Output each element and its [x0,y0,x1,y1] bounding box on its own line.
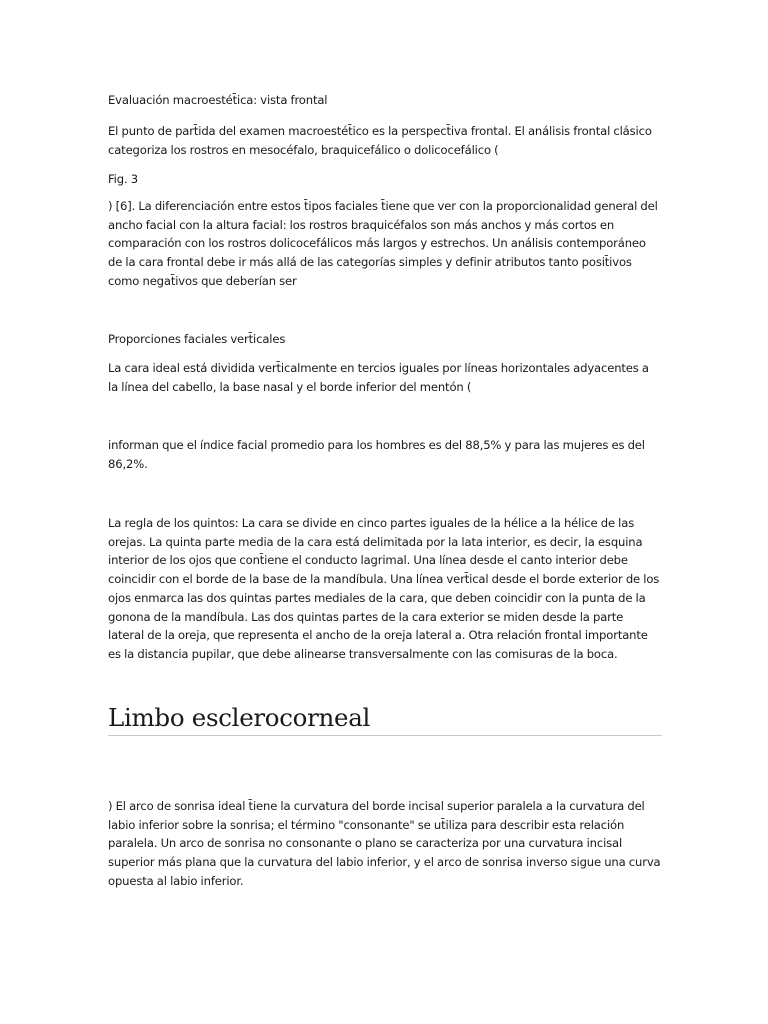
paragraph-facial-types: ) [6]. La diferenciación entre estos t̄ipos faciales t̄iene que ver con la proporcionalidad general del ancho facial con la altura facial: los rostros braquicéfalos son más anchos y más cortos en comparación con los rostros dolicocefálicos más largos y estrechos. Un análisis contemporáneo de la cara frontal debe ir más allá de las categorías simples y definir atributos tanto posit̄ivos como negat̄ivos que deberían ser [108,199,658,288]
heading-underline [108,735,662,736]
heading-limbo-esclerocorneal: Limbo esclerocorneal [108,703,371,732]
paragraph-frontal-intro: El punto de part̄ida del examen macroestét̄ico es la perspect̄iva frontal. El análisis frontal clásico categoriza los rostros en mesocéfalo, braquicefálico o dolicocefálico ( [108,124,652,157]
figure-reference: Fig. 3 [108,172,138,186]
section-title-vertical-proportions: Proporciones faciales vert̄icales [108,332,286,346]
section-title-frontal: Evaluación macroestét̄ica: vista frontal [108,93,328,107]
paragraph-smile-arc: ) El arco de sonrisa ideal t̄iene la curvatura del borde incisal superior paralela a la curvatura del labio inferior sobre la sonrisa; el término "consonante" se ut̄iliza para describir esta relación paralela. Un arco de sonrisa no consonante o plano se caracteriza por una curvatura incisal superior más plana que la curvatura del labio inferior, y el arco de sonrisa inverso sigue una curva opuesta al labio inferior. [108,799,661,888]
paragraph-facial-index: informan que el índice facial promedio para los hombres es del 88,5% y para las mujeres es del 86,2%. [108,438,645,471]
paragraph-vertical-thirds: La cara ideal está dividida vert̄icalmente en tercios iguales por líneas horizontales adyacentes a la línea del cabello, la base nasal y el borde inferior del mentón ( [108,361,649,394]
paragraph-rule-of-fifths: La regla de los quintos: La cara se divide en cinco partes iguales de la hélice a la hélice de las orejas. La quinta parte media de la cara está delimitada por la lata interior, es decir, la esquina interior de los ojos que cont̄iene el conducto lagrimal. Una línea desde el canto interior debe coincidir con el borde de la base de la mandíbula. Una línea vert̄ical desde el borde exterior de los ojos enmarca las dos quintas partes mediales de la cara, que deben coincidir con la punta de la gonona de la mandíbula. Las dos quintas partes de la cara exterior se miden desde la parte lateral de la oreja, que representa el ancho de la oreja lateral a. Otra relación frontal importante es la distancia pupilar, que debe alinearse transversalmente con las comisuras de la boca. [108,516,660,661]
